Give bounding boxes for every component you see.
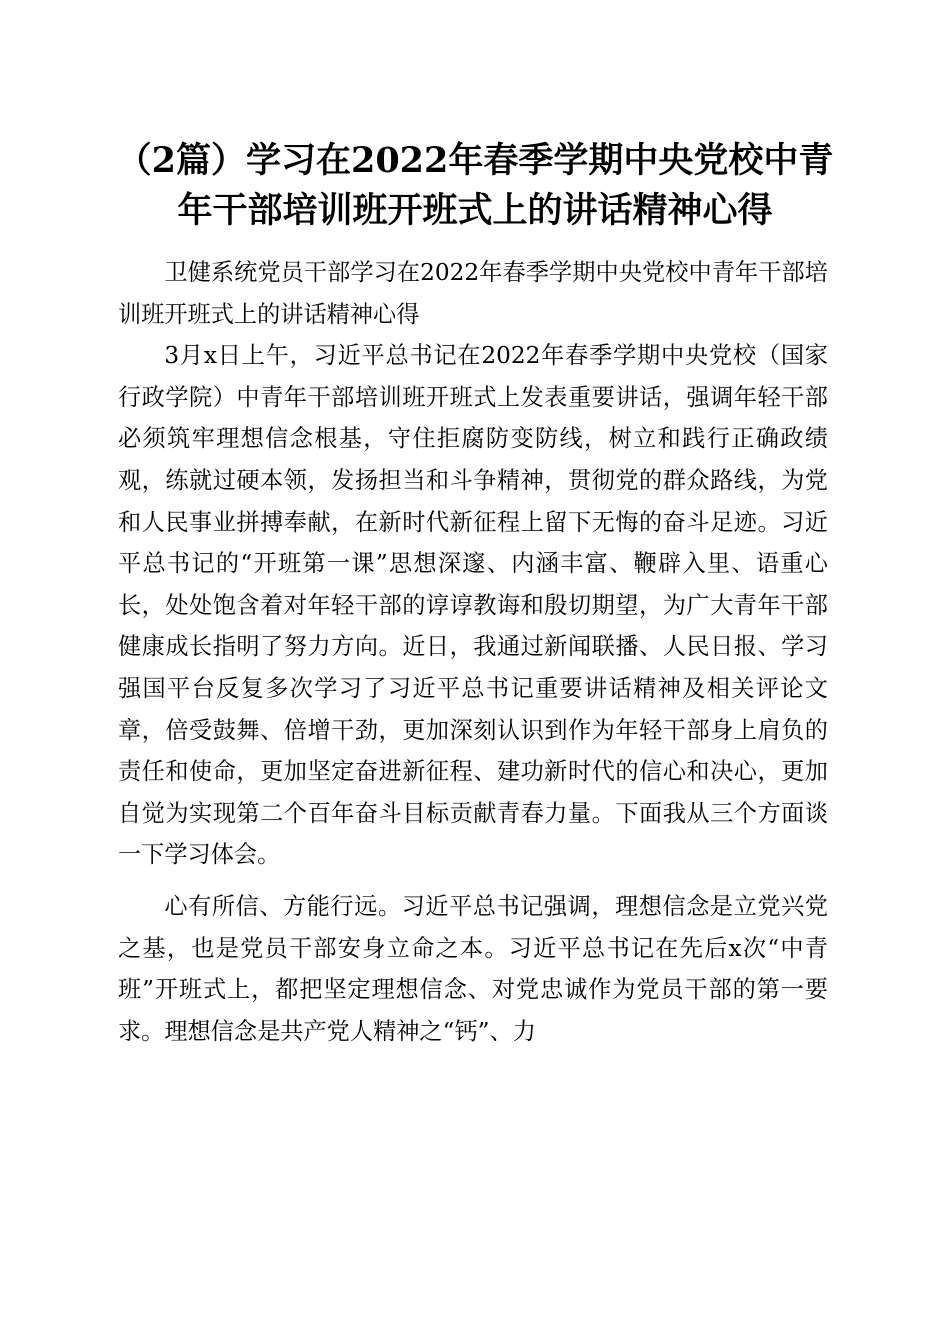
paragraph-subtitle: 卫健系统党员干部学习在2022年春季学期中央党校中青年干部培训班开班式上的讲话精神心得 [118,259,828,328]
paragraph-intro: 3月x日上午，习近平总书记在2022年春季学期中央党校（国家行政学院）中青年干部培训班开班式上发表重要讲话，强调年轻干部必须筑牢理想信念根基，守住拒腐防变防线，树立和践行正确政绩观，练就过硬本领，发扬担当和斗争精神，贯彻党的群众路线，为党和人民事业拼搏奉献，在新时代新征程上留下无悔的奋斗足迹。习近平总书记的“开班第一课”思想深邃、内涵丰富、鞭辟入里、语重心长，处处饱含着对年轻干部的谆谆教诲和殷切期望，为广大青年干部健康成长指明了努力方向。近日，我通过新闻联播、人民日报、学习强国平台反复多次学习了习近平总书记重要讲话精神及相关评论文章，倍受鼓舞、倍增干劲，更加深刻认识到作为年轻干部身上肩负的责任和使命，更加坚定奋进新征程、建功新时代的信心和决心，更加自觉为实现第二个百年奋斗目标贡献青春力量。下面我从三个方面谈一下学习体会。 [118,342,828,869]
document-body [118,252,828,1052]
paragraph-belief: 心有所信、方能行远。习近平总书记强调，理想信念是立党兴党之基，也是党员干部安身立命之本。习近平总书记在先后x次“中青班”开班式上，都把坚定理想信念、对党忠诚作为党员干部的第一要求。理想信念是共产党人精神之“钙”、力 [118,892,828,1045]
document-title: （2篇）学习在2022年春季学期中央党校中青年干部培训班开班式上的讲话精神心得 [116,140,834,231]
